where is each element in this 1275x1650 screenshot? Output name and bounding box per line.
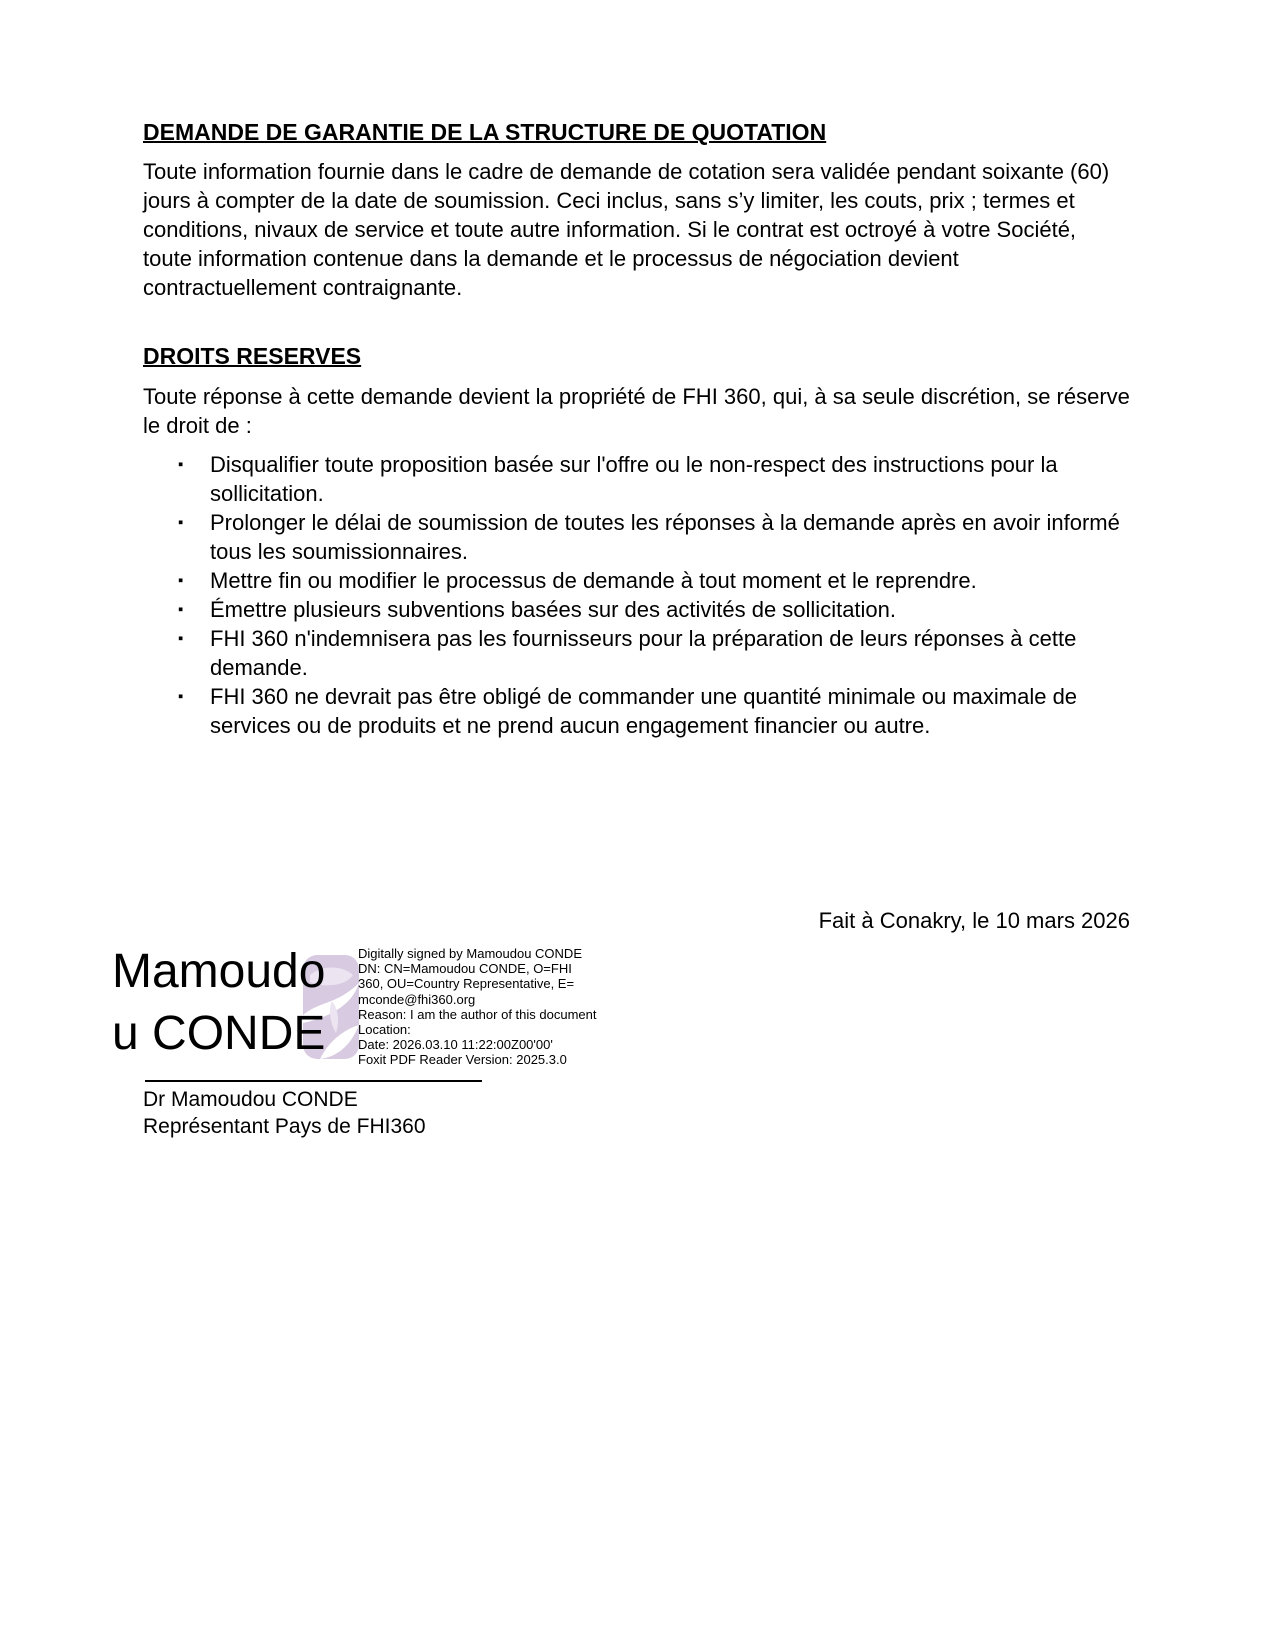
digital-signature-block [112,941,1130,1080]
square-bullet-icon: ▪ [178,572,184,589]
list-item-text: Disqualifier toute proposition basée sur l'offre ou le non-respect des instructions pour la sollicitation. [210,452,1058,506]
signature-detail-line: mconde@fhi360.org [358,991,476,1007]
list-item [178,595,1130,624]
signature-detail-line: Foxit PDF Reader Version: 2025.3.0 [358,1052,567,1068]
section2-intro: Toute réponse à cette demande devient la propriété de FHI 360, qui, à sa seule discrétion, se réserve le droit de : [143,384,1130,438]
section2-heading: DROITS RESERVES [143,343,362,369]
signature-certificate-details [358,946,628,1068]
list-item-text: Prolonger le délai de soumission de toutes les réponses à la demande après en avoir informé tous les soumissionnaires. [210,510,1120,564]
dateline: Fait à Conakry, le 10 mars 2026 [818,908,1130,933]
list-item-text: FHI 360 n'indemnisera pas les fournisseurs pour la préparation de leurs réponses à cette demande. [210,626,1077,680]
signature-detail-line: Digitally signed by Mamoudou CONDE [358,946,582,961]
signature-detail-line: Date: 2026.03.10 11:22:00Z00'00' [358,1037,553,1053]
list-item [178,624,1130,682]
section1-paragraph: Toute information fournie dans le cadre de demande de cotation sera validée pendant soixante (60) jours à compter de la date de soumission. Ceci inclus, sans s’y limiter, les couts, prix ; termes et conditions, nivaux de service et toute autre information. Si le contrat est octroyé à votre Société, toute information contenue dans la demande et le processus de négociation devient contractuellement contraignante. [143,159,1110,300]
section1-heading: DEMANDE DE GARANTIE DE LA STRUCTURE DE QUOTATION [143,119,827,145]
signature-name-line1: Mamoudo [112,945,326,998]
square-bullet-icon: ▪ [178,456,184,473]
list-item-text: Émettre plusieurs subventions basées sur des activités de sollicitation. [210,597,897,622]
signature-rendered-name [112,941,325,1065]
list-item-text: Mettre fin ou modifier le processus de demande à tout moment et le reprendre. [210,568,977,593]
square-bullet-icon: ▪ [178,514,184,531]
list-item-text: FHI 360 ne devrait pas être obligé de commander une quantité minimale ou maximale de services ou de produits et ne prend aucun engagement financier ou autre. [210,684,1078,738]
signature-detail-line: Reason: I am the author of this document [358,1006,597,1022]
signer-name: Dr Mamoudou CONDE [143,1088,358,1111]
list-item [178,508,1130,566]
signature-detail-line: Location: [358,1022,411,1038]
list-item [178,450,1130,508]
list-item [178,566,1130,595]
square-bullet-icon: ▪ [178,688,184,705]
square-bullet-icon: ▪ [178,630,184,647]
signature-name-line2: u CONDE [112,1007,326,1060]
signature-line [145,1080,482,1082]
rights-reserved-list [178,450,1130,740]
signer-title: Représentant Pays de FHI360 [143,1115,426,1138]
signature-detail-line: 360, OU=Country Representative, E= [358,976,575,992]
square-bullet-icon: ▪ [178,601,184,618]
list-item [178,682,1130,740]
signature-detail-line: DN: CN=Mamoudou CONDE, O=FHI [358,961,572,977]
